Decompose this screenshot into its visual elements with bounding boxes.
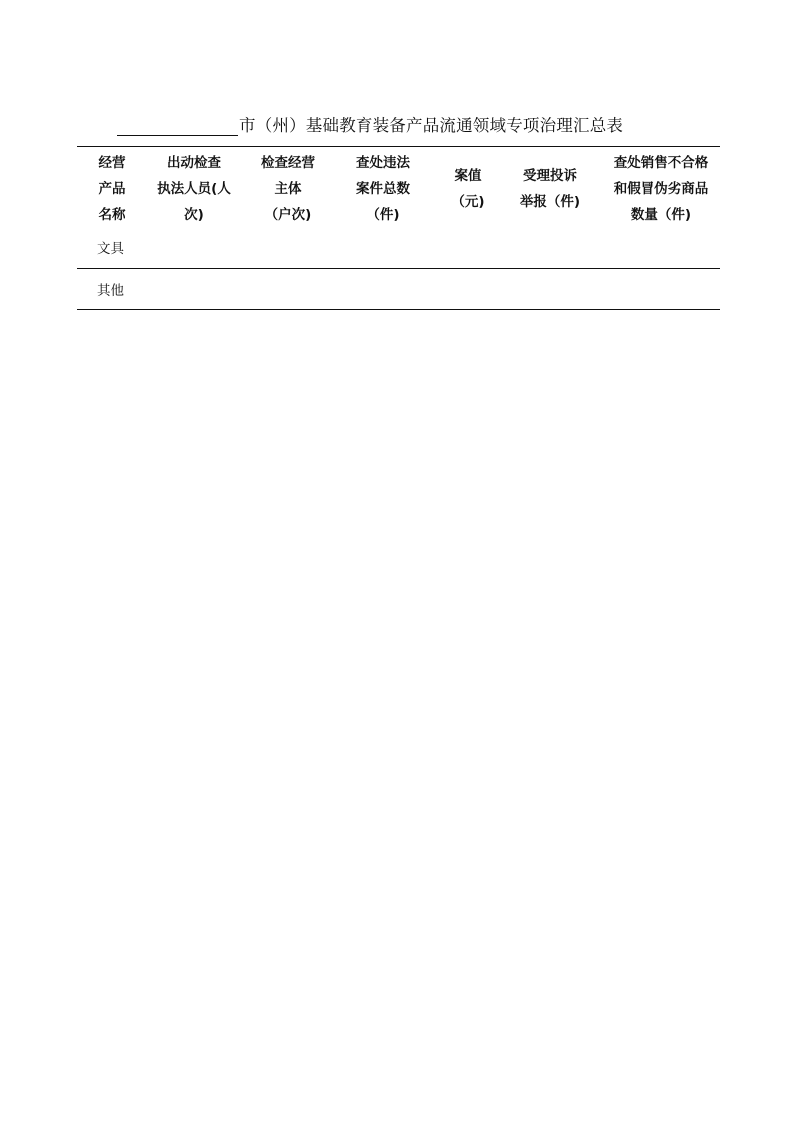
row-label-stationery: 文具	[97, 241, 124, 257]
header-line: 数量（件)	[630, 207, 692, 223]
header-line: （元)	[451, 194, 485, 210]
header-line: 产品	[98, 181, 126, 197]
header-inspectors	[146, 150, 242, 228]
title-row	[117, 114, 717, 140]
header-complaints	[510, 163, 590, 215]
title-blank-line	[117, 114, 238, 136]
header-line: 查处销售不合格	[613, 155, 709, 171]
header-product-name	[95, 150, 129, 228]
header-line: 案件总数	[356, 181, 410, 197]
header-line: 案值	[454, 168, 482, 184]
row-divider	[77, 268, 720, 269]
table-top-rule	[77, 146, 720, 147]
header-line: 和假冒伪劣商品	[613, 181, 709, 197]
header-line: 主体	[274, 181, 302, 197]
header-line: 次)	[184, 207, 204, 223]
row-label-other: 其他	[97, 283, 124, 299]
header-line: 查处违法	[356, 155, 410, 171]
header-violation-cases	[345, 150, 421, 228]
header-counterfeit-goods	[604, 150, 718, 228]
header-line: 经营	[98, 155, 126, 171]
header-case-value	[443, 163, 493, 215]
header-line: 举报（件)	[519, 194, 581, 210]
header-inspected-entities	[250, 150, 326, 228]
header-line: 名称	[98, 207, 126, 223]
header-line: 检查经营	[261, 155, 315, 171]
header-line: （户次)	[264, 207, 312, 223]
header-line: 执法人员(人	[157, 181, 231, 197]
table-bottom-rule	[77, 309, 720, 310]
header-line: 出动检查	[167, 155, 221, 171]
header-line: 受理投诉	[523, 168, 577, 184]
page-title: 市（州）基础教育装备产品流通领域专项治理汇总表	[239, 116, 624, 135]
header-line: （件)	[366, 207, 400, 223]
